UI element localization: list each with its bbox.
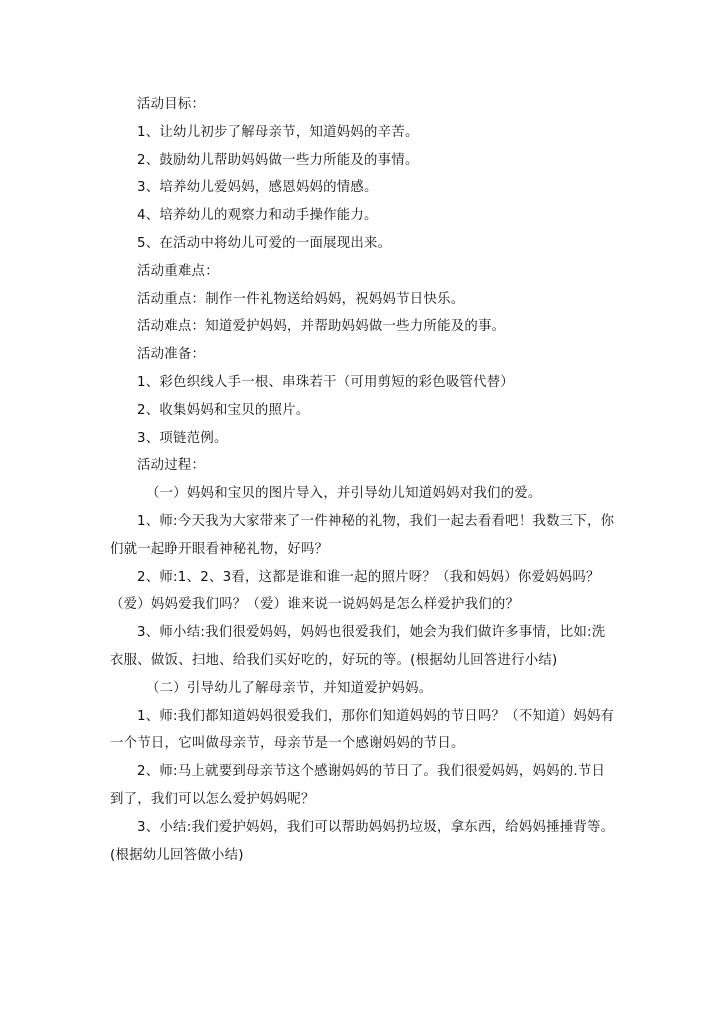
document-body <box>110 91 615 869</box>
preparation-item: 2、收集妈妈和宝贝的照片。 <box>137 402 310 418</box>
preparation-item: 1、彩色织线人手一根、串珠若干（可用剪短的彩色吸管代替） <box>137 374 515 390</box>
preparation-item: 3、项链范例。 <box>137 430 228 446</box>
section-2-item: 3、小结:我们爱护妈妈，我们可以帮助妈妈扔垃圾，拿东西，给妈妈捶捶背等。(根据幼儿回答做小结) <box>110 819 615 863</box>
section-1-title: （一）妈妈和宝贝的图片导入，并引导幼儿知道妈妈对我们的爱。 <box>146 486 542 502</box>
heading-preparation: 活动准备： <box>137 347 206 363</box>
goal-item: 3、培养幼儿爱妈妈，感恩妈妈的情感。 <box>137 180 378 196</box>
section-1-item: 2、师:1、2、3看，这都是谁和谁一起的照片呀？（我和妈妈）你爱妈妈吗？（爱）妈妈爱我们吗？（爱）谁来说一说妈妈是怎么样爱护我们的？ <box>110 569 600 613</box>
section-2-item: 2、师:马上就要到母亲节这个感谢妈妈的节日了。我们很爱妈妈，妈妈的.节日到了，我们可以怎么爱护妈妈呢？ <box>110 764 606 807</box>
section-2-item: 1、师:我们都知道妈妈很爱我们，那你们知道妈妈的节日吗？（不知道）妈妈有一个节日，它叫做母亲节，母亲节是一个感谢妈妈的节日。 <box>110 708 615 752</box>
heading-goals: 活动目标： <box>137 97 206 112</box>
heading-process: 活动过程： <box>137 458 206 474</box>
goal-item: 1、让幼儿初步了解母亲节，知道妈妈的辛苦。 <box>137 124 419 140</box>
key-point: 活动重点：制作一件礼物送给妈妈，祝妈妈节日快乐。 <box>137 291 465 307</box>
goal-item: 2、鼓励幼儿帮助妈妈做一些力所能及的事情。 <box>137 152 419 168</box>
section-1-item: 1、师:今天我为大家带来了一件神秘的礼物，我们一起去看看吧！我数三下，你们就一起睁开眼看神秘礼物，好吗？ <box>110 513 615 557</box>
difficult-point: 活动难点：知道爱护妈妈，并帮助妈妈做一些力所能及的事。 <box>137 319 506 335</box>
goal-item: 5、在活动中将幼儿可爱的一面展现出来。 <box>137 235 392 251</box>
heading-keypoints: 活动重难点： <box>137 263 219 279</box>
section-1-item: 3、师小结:我们很爱妈妈，妈妈也很爱我们，她会为我们做许多事情，比如:洗衣服、做饭、扫地、给我们买好吃的，好玩的等。(根据幼儿回答进行小结) <box>110 625 606 668</box>
section-2-title: （二）引导幼儿了解母亲节，并知道爱护妈妈。 <box>146 680 433 696</box>
goal-item: 4、培养幼儿的观察力和动手操作能力。 <box>137 208 378 224</box>
